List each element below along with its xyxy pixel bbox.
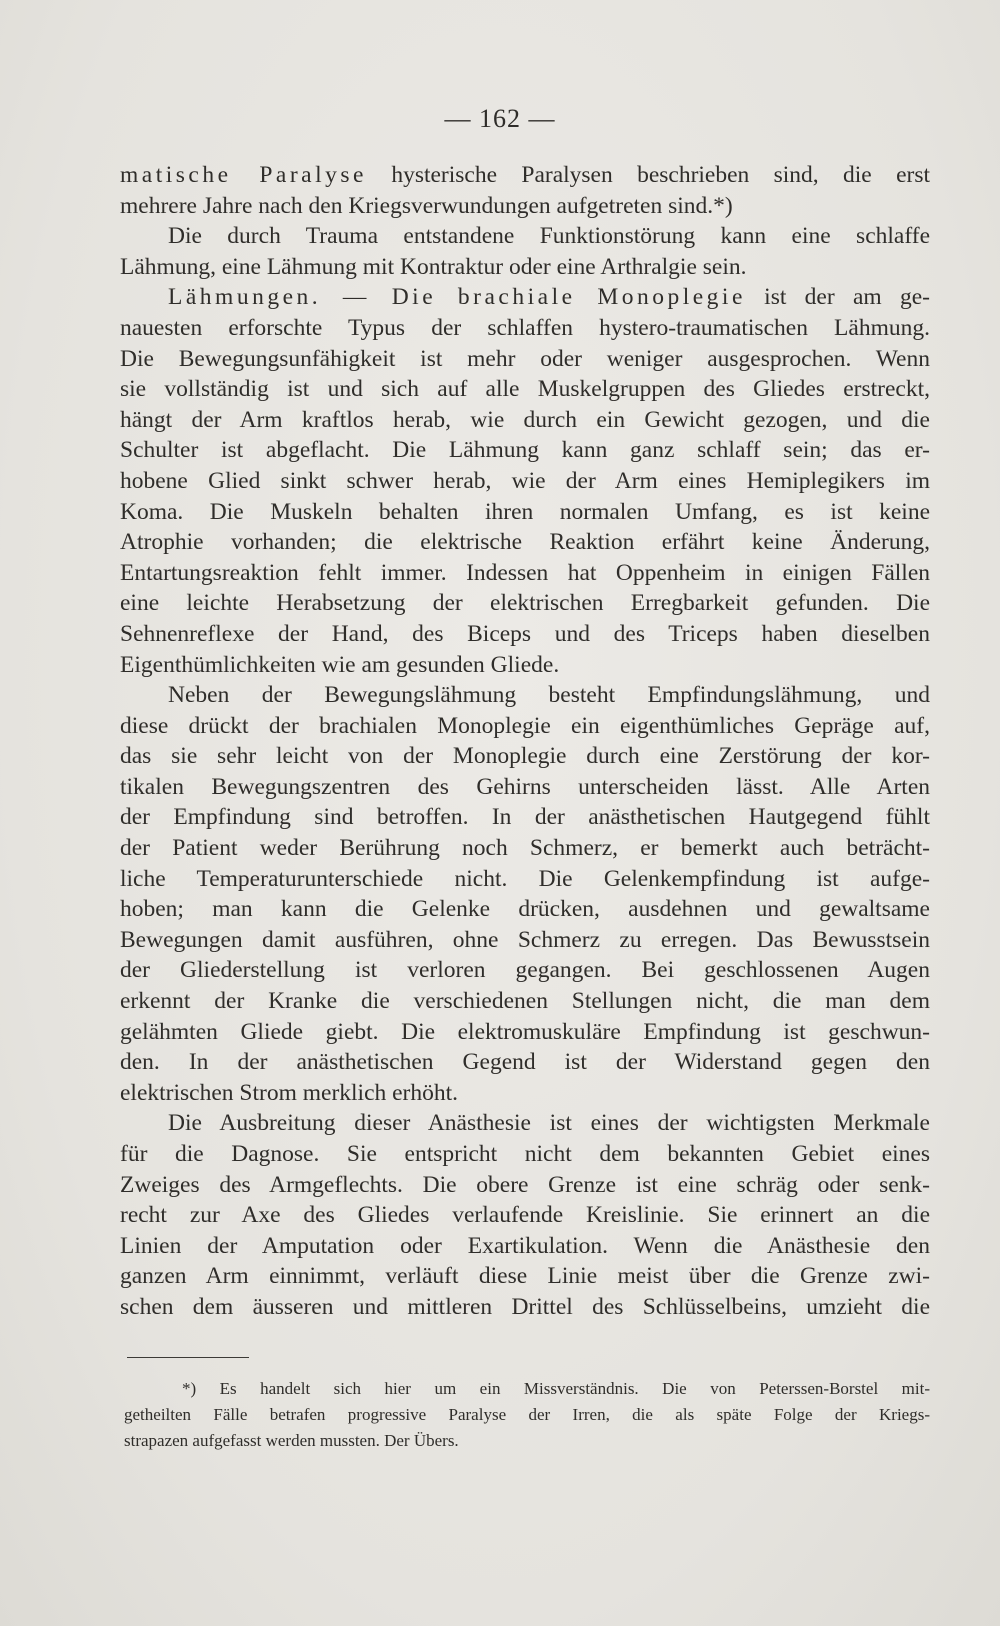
text-line: Linien der Amputation oder Exartikulation. Wenn die Anästhesie den [120, 1232, 930, 1259]
text-line: hobene Glied sinkt schwer herab, wie der Arm eines Hemiplegikers im [120, 467, 930, 494]
text-line: hängt der Arm kraftlos herab, wie durch ein Gewicht gezogen, und die [120, 406, 930, 433]
text-line: mehrere Jahre nach den Kriegsverwundungen aufgetreten sind.*) [120, 192, 733, 219]
text-line: elektrischen Strom merklich erhöht. [120, 1079, 459, 1106]
text-line: Bewegungen damit ausführen, ohne Schmerz zu erregen. Das Bewusstsein [120, 926, 930, 953]
section-heading: Lähmungen. — Die brachiale Monoplegie [168, 284, 746, 311]
text-line: der Gliederstellung ist verloren gegangen. Bei geschlossenen Augen [120, 957, 930, 984]
text-line: Die durch Trauma entstandene Funktionstörung kann eine schlaffe [168, 223, 930, 250]
footnote [124, 1376, 930, 1454]
text-line: diese drückt der brachialen Monoplegie ein eigenthümliches Gepräge auf, [120, 712, 930, 739]
footnote-rule [127, 1357, 249, 1358]
text-line: Lähmung, eine Lähmung mit Kontraktur oder eine Arthralgie sein. [120, 253, 747, 280]
text-line: schen dem äusseren und mittleren Drittel des Schlüsselbeins, umzieht die [120, 1293, 930, 1320]
text-line: Koma. Die Muskeln behalten ihren normalen Umfang, es ist keine [120, 498, 930, 525]
text-line: Zweiges des Armgeflechts. Die obere Grenze ist eine schräg oder senk- [120, 1171, 930, 1198]
text-line: nauesten erforschte Typus der schlaffen hystero-traumatischen Lähmung. [120, 314, 930, 341]
text-line: das sie sehr leicht von der Monoplegie durch eine Zerstörung der kor- [120, 743, 930, 770]
text-line: den. In der anästhetischen Gegend ist der Widerstand gegen den [120, 1049, 930, 1076]
footnote-line: strapazen aufgefasst werden mussten. Der Übers. [124, 1431, 459, 1450]
text-line: recht zur Axe des Gliedes verlaufende Kreislinie. Sie erinnert an die [120, 1202, 930, 1229]
text-fragment: hysterische Paralysen beschrieben sind, die erst [366, 162, 930, 188]
text-line: ganzen Arm einnimmt, verläuft diese Linie meist über die Grenze zwi- [120, 1263, 930, 1290]
text-line: Entartungsreaktion fehlt immer. Indessen hat Oppenheim in einigen Fällen [120, 559, 930, 586]
body-text [120, 160, 930, 1323]
section-heading-line [120, 282, 930, 313]
text-line [120, 160, 930, 191]
text-line: tikalen Bewegungszentren des Gehirns unterscheiden lässt. Alle Arten [120, 773, 930, 800]
text-line: erkennt der Kranke die verschiedenen Stellungen nicht, die man dem [120, 988, 930, 1015]
footnote-line: *) Es handelt sich hier um ein Missverständnis. Die von Peterssen-Borstel mit- [182, 1379, 930, 1398]
text-line: sie vollständig ist und sich auf alle Muskelgruppen des Gliedes erstreckt, [120, 376, 930, 403]
text-line: der Patient weder Berührung noch Schmerz, er bemerkt auch beträcht- [120, 835, 930, 862]
text-line: hoben; man kann die Gelenke drücken, ausdehnen und gewaltsame [120, 896, 930, 923]
footnote-line: getheilten Fälle betrafen progressive Paralyse der Irren, die als späte Folge der Kriegs- [124, 1405, 930, 1424]
text-line: Schulter ist abgeflacht. Die Lähmung kann ganz schlaff sein; das er- [120, 437, 930, 464]
text-line: für die Dagnose. Sie entspricht nicht dem bekannten Gebiet eines [120, 1141, 930, 1167]
text-line: eine leichte Herabsetzung der elektrischen Erregbarkeit gefunden. Die [120, 590, 930, 617]
text-line: Sehnenreflexe der Hand, des Biceps und des Triceps haben dieselben [120, 620, 930, 647]
text-fragment: ist der am ge- [745, 284, 930, 311]
text-line: der Empfindung sind betroffen. In der anästhetischen Hautgegend fühlt [120, 804, 930, 831]
text-line: gelähmten Gliede giebt. Die elektromuskuläre Empfindung ist geschwun- [120, 1018, 930, 1045]
text-line: Atrophie vorhanden; die elektrische Reaktion erfährt keine Änderung, [120, 529, 930, 556]
spaced-term: matische Paralyse [120, 162, 367, 188]
text-line: liche Temperaturunterschiede nicht. Die Gelenkempfindung ist aufge- [120, 865, 930, 892]
text-line: Neben der Bewegungslähmung besteht Empfindungslähmung, und [168, 682, 930, 709]
page-number: — 162 — [444, 104, 556, 133]
text-line: Die Ausbreitung dieser Anästhesie ist eines der wichtigsten Merkmale [168, 1110, 930, 1137]
text-line: Eigenthümlichkeiten wie am gesunden Gliede. [120, 651, 560, 678]
text-line: Die Bewegungsunfähigkeit ist mehr oder weniger ausgesprochen. Wenn [120, 345, 930, 372]
